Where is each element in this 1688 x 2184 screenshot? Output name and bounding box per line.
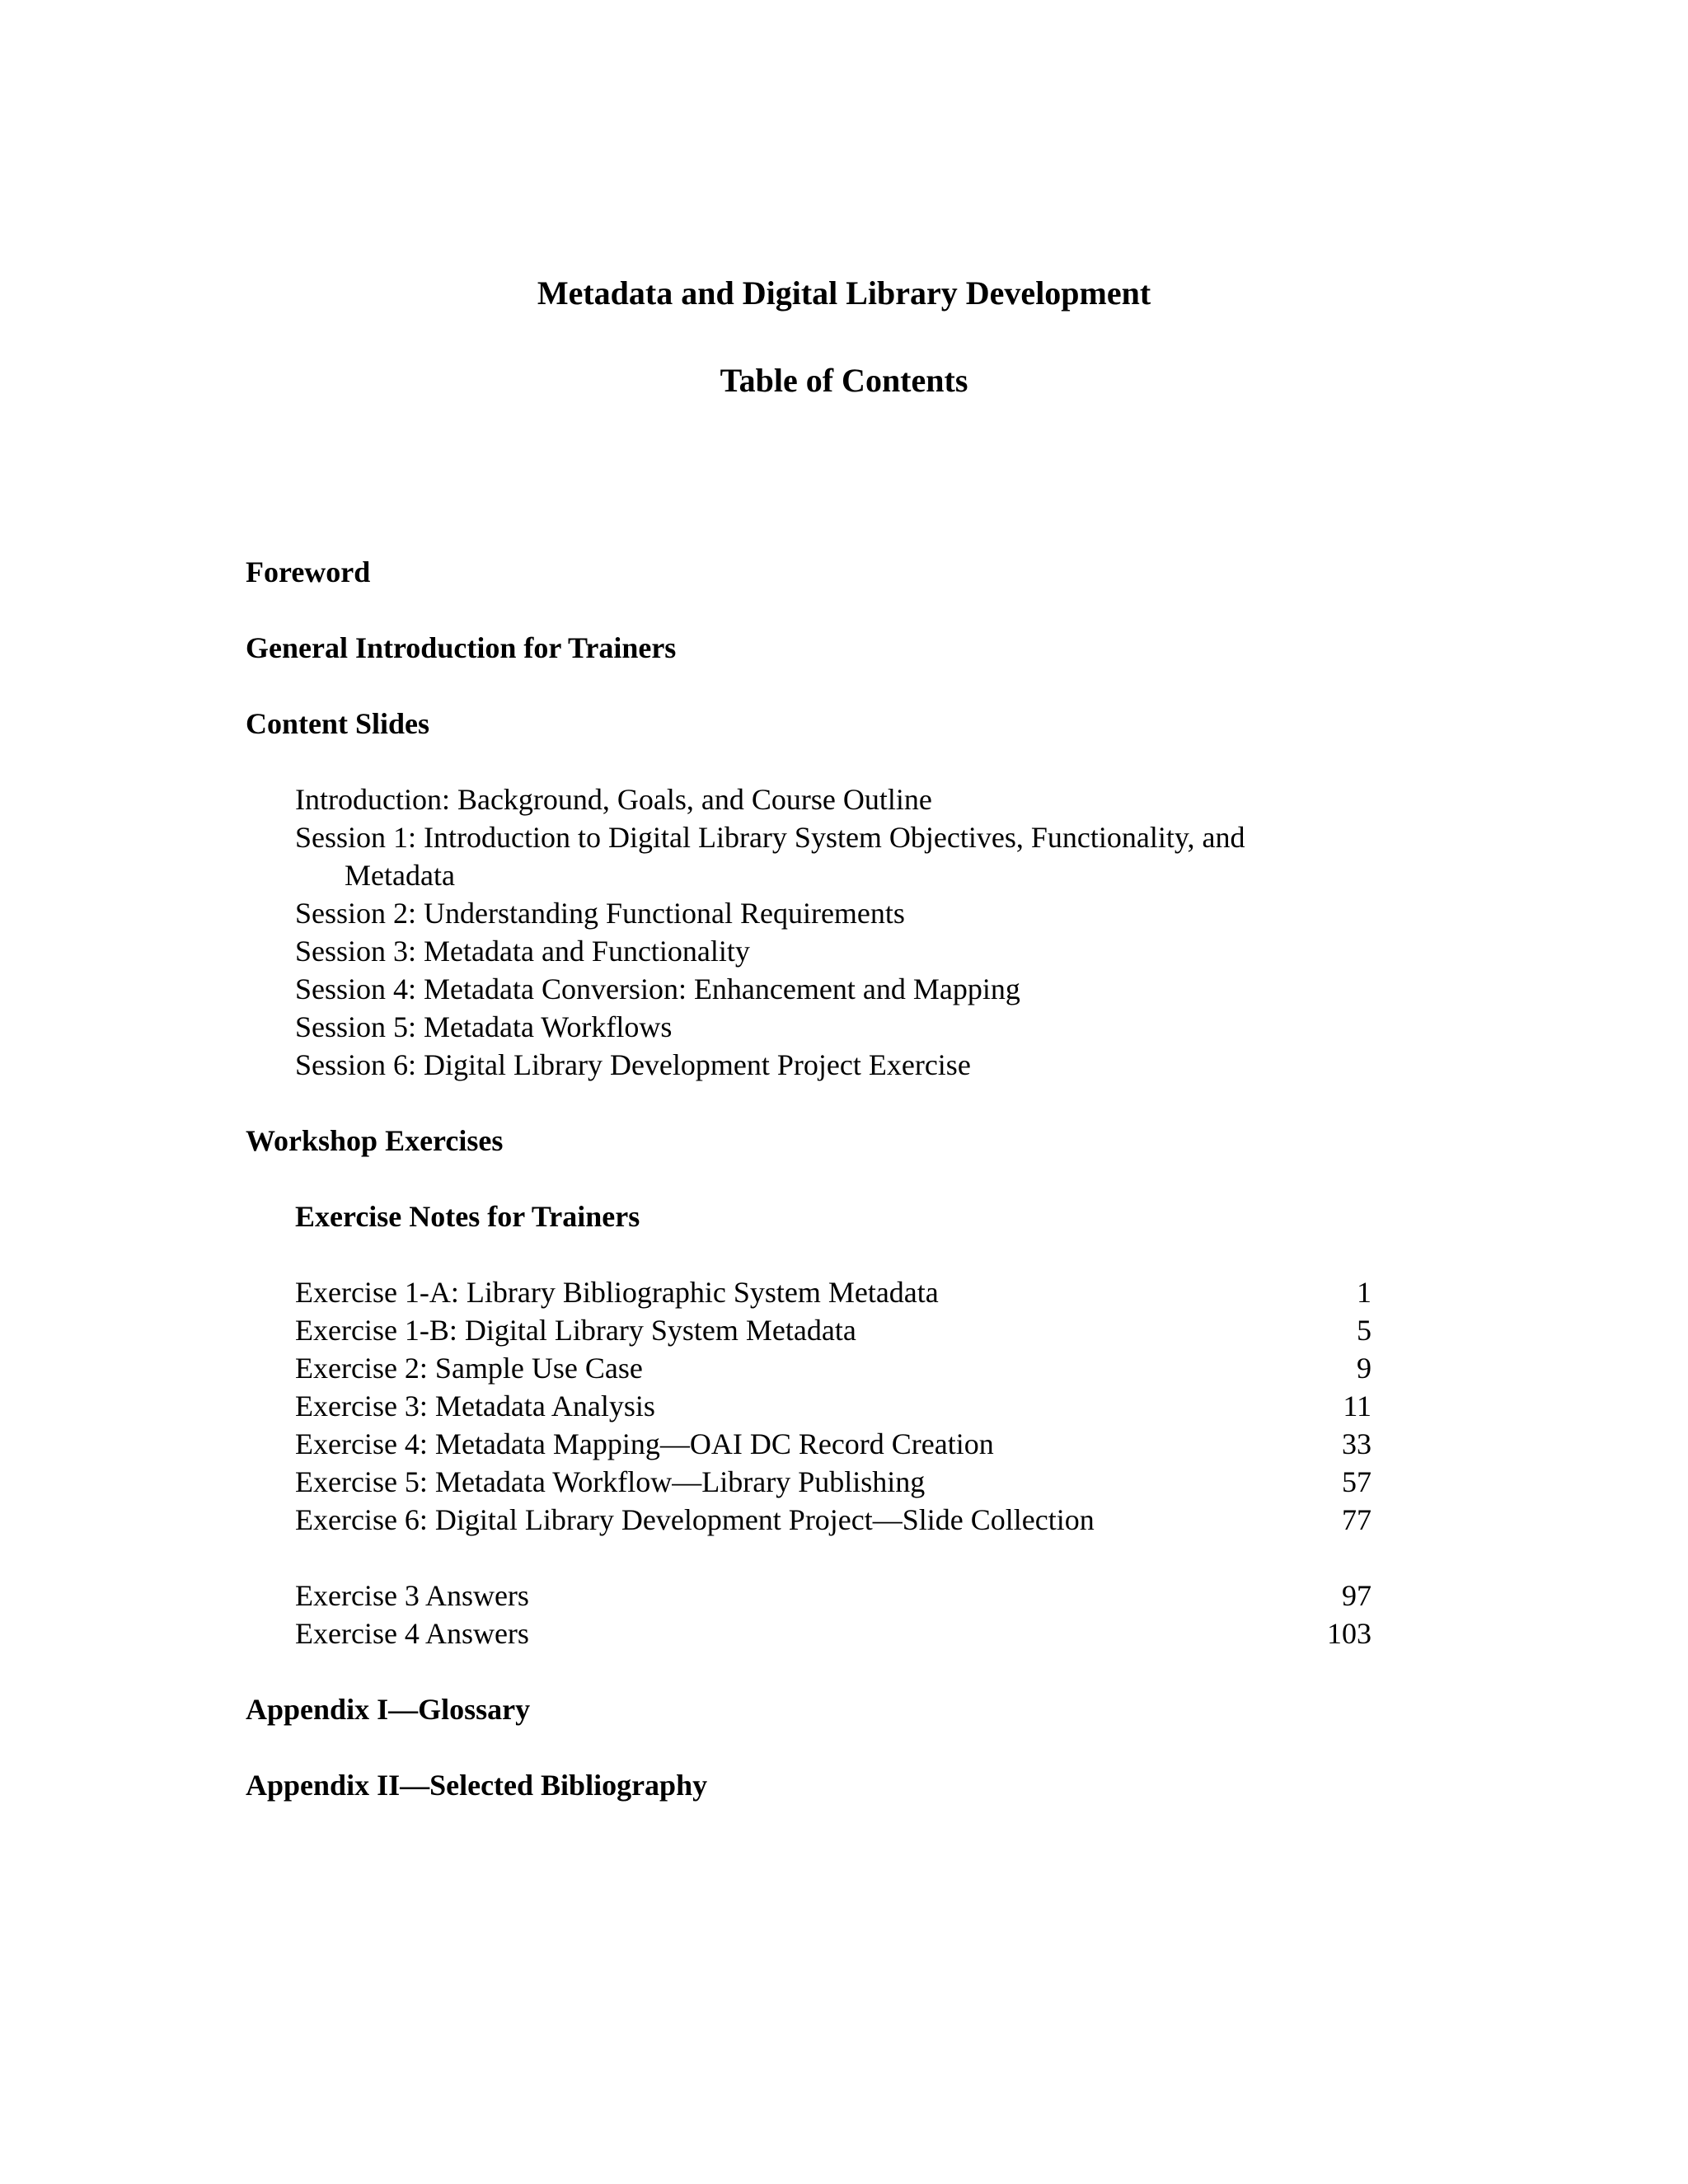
entry-label: Exercise 4 Answers <box>295 1617 529 1650</box>
entry-page-number: 77 <box>1342 1503 1372 1536</box>
document-title: Metadata and Digital Library Development <box>537 274 1151 312</box>
toc-item-introduction: Introduction: Background, Goals, and Course Outline <box>295 783 932 816</box>
entry-label: Exercise 4: Metadata Mapping—OAI DC Record Creation <box>295 1427 994 1460</box>
entry-label: Exercise 1-A: Library Bibliographic System Metadata <box>295 1276 939 1309</box>
toc-subheading-exercise-notes: Exercise Notes for Trainers <box>295 1200 640 1233</box>
toc-heading-appendix-2: Appendix II—Selected Bibliography <box>246 1769 708 1802</box>
entry-label: Exercise 1-B: Digital Library System Metadata <box>295 1314 856 1347</box>
toc-item-session-4: Session 4: Metadata Conversion: Enhancement and Mapping <box>295 972 1020 1005</box>
entry-label: Exercise 2: Sample Use Case <box>295 1352 643 1385</box>
entry-page-number: 9 <box>1357 1352 1372 1385</box>
toc-heading-general-introduction: General Introduction for Trainers <box>246 631 677 664</box>
entry-page-number: 1 <box>1357 1276 1372 1309</box>
entry-label: Exercise 5: Metadata Workflow—Library Publishing <box>295 1465 926 1498</box>
entry-label: Exercise 3 Answers <box>295 1579 529 1612</box>
entry-label: Exercise 3: Metadata Analysis <box>295 1390 655 1422</box>
entry-page-number: 103 <box>1327 1617 1372 1650</box>
toc-item-session-6: Session 6: Digital Library Development Project Exercise <box>295 1048 971 1081</box>
entry-page-number: 5 <box>1357 1314 1372 1347</box>
toc-item-session-1: Session 1: Introduction to Digital Library System Objectives, Functionality, and <box>295 821 1245 854</box>
toc-item-session-3: Session 3: Metadata and Functionality <box>295 935 750 968</box>
toc-heading-workshop-exercises: Workshop Exercises <box>246 1124 504 1157</box>
toc-heading-content-slides: Content Slides <box>246 707 430 740</box>
entry-label: Exercise 6: Digital Library Development Project—Slide Collection <box>295 1503 1095 1536</box>
entry-page-number: 33 <box>1342 1427 1372 1460</box>
document-subtitle: Table of Contents <box>720 362 968 399</box>
toc-heading-foreword: Foreword <box>246 555 371 588</box>
toc-item-session-1-continued: Metadata <box>345 859 455 892</box>
toc-item-session-5: Session 5: Metadata Workflows <box>295 1010 673 1043</box>
toc-item-session-2: Session 2: Understanding Functional Requirements <box>295 897 905 930</box>
entry-page-number: 11 <box>1343 1390 1372 1422</box>
entry-page-number: 97 <box>1342 1579 1372 1612</box>
entry-page-number: 57 <box>1342 1465 1372 1498</box>
toc-heading-appendix-1: Appendix I—Glossary <box>246 1693 531 1726</box>
